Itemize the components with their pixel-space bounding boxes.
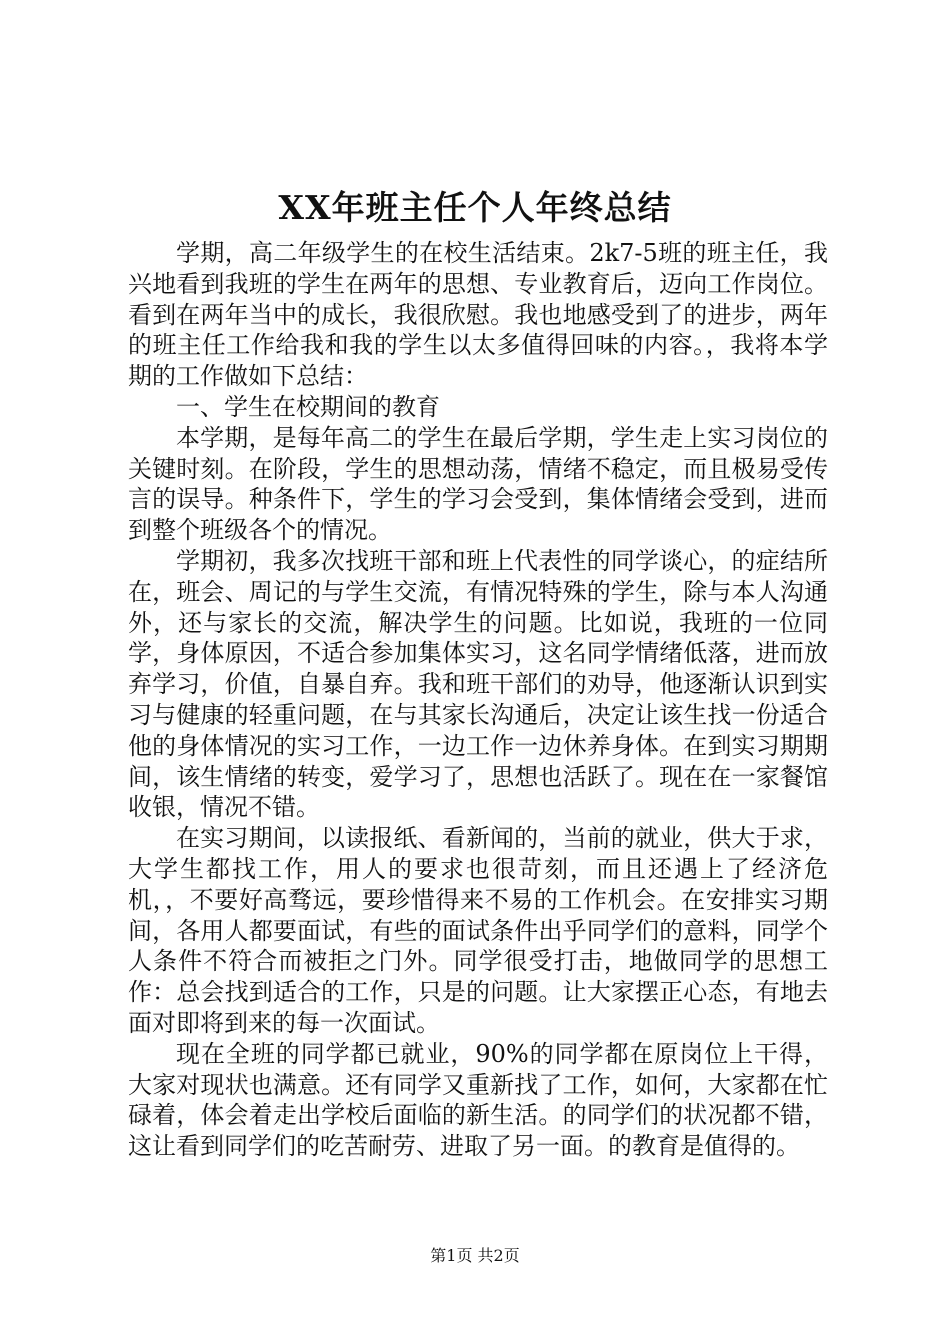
paragraph-intro: 学期，高二年级学生的在校生活结束。2k7-5班的班主任，我兴地看到我班的学生在两年的思想、专业教育后，迈向工作岗位。看到在两年当中的成长，我很欣慰。我也地感受到了的进步，两年的班主任工作给我和我的学生以太多值得回味的内容。，我将本学期的工作做如下总结： xyxy=(128,239,828,391)
document-title: XX年班主任个人年终总结 xyxy=(278,188,672,227)
paragraph-term-start: 学期初，我多次找班干部和班上代表性的同学谈心，的症结所在，班会、周记的与学生交流，有情况特殊的学生，除与本人沟通外，还与家长的交流，解决学生的问题。比如说，我班的一位同学，身体原因，不适合参加集体实习，这名同学情绪低落，进而放弃学习，价值，自暴自弃。我和班干部们的劝导，他逐渐认识到实习与健康的轻重问题，在与其家长沟通后，决定让该生找一份适合他的身体情况的实习工作，一边工作一边休养身体。在到实习期期间，该生情绪的转变，爱学习了，思想也活跃了。现在在一家餐馆收银，情况不错。 xyxy=(128,546,828,822)
section-heading: 一、学生在校期间的教育 xyxy=(176,392,440,421)
paragraph-employment: 现在全班的同学都已就业，90%的同学都在原岗位上干得，大家对现状也满意。还有同学又重新找了工作，如何，大家都在忙碌着，体会着走出学校后面临的新生活。的同学们的状况都不错，这让看到同学们的吃苦耐劳、进取了另一面。的教育是值得的。 xyxy=(128,1039,828,1161)
paragraph-internship: 在实习期间，以读报纸、看新闻的，当前的就业，供大于求，大学生都找工作，用人的要求也很苛刻，而且还遇上了经济危机，，不要好高骛远，要珍惜得来不易的工作机会。在安排实习期间，各用人都要面试，有些的面试条件出乎同学们的意料，同学个人条件不符合而被拒之门外。同学很受打击，地做同学的思想工作：总会找到适合的工作，只是的问题。让大家摆正心态，有地去面对即将到来的每一次面试。 xyxy=(128,824,828,1037)
page-footer: 第1页 共2页 xyxy=(430,1246,520,1265)
document-body xyxy=(128,238,828,1162)
paragraph-semester: 本学期，是每年高二的学生在最后学期，学生走上实习岗位的关键时刻。在阶段，学生的思想动荡，情绪不稳定，而且极易受传言的误导。种条件下，学生的学习会受到，集体情绪会受到，进而到整个班级各个的情况。 xyxy=(128,423,828,545)
